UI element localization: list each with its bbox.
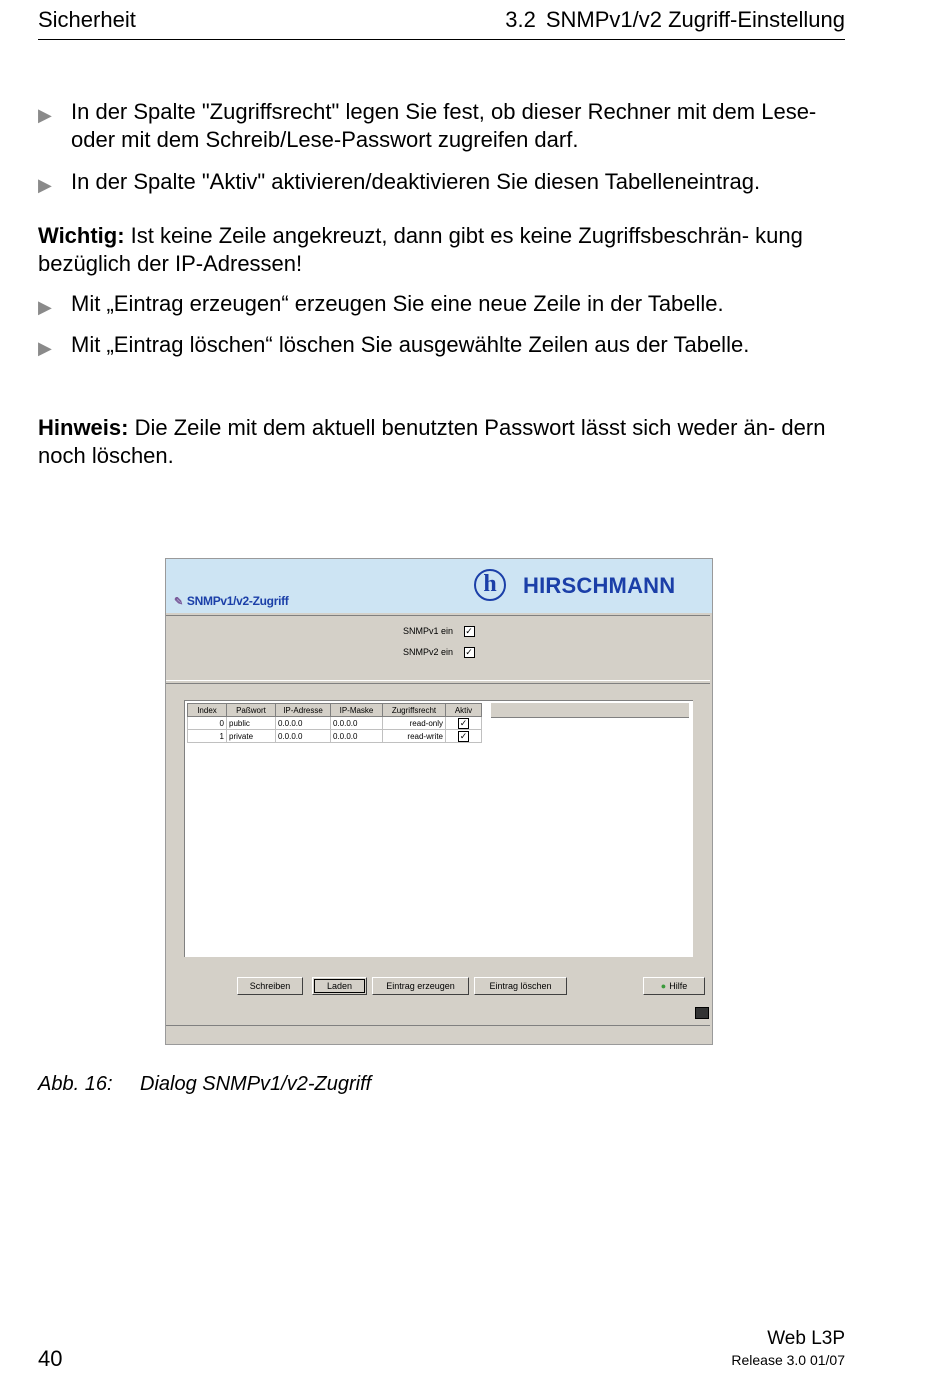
col-index[interactable]: Index [188, 704, 227, 717]
bullet-triangle-icon: ▶ [38, 338, 52, 358]
dialog-app-icon: ✎ [174, 596, 183, 608]
load-button[interactable]: Laden [312, 977, 367, 995]
note-label: Hinweis: [38, 415, 129, 440]
connection-status-icon [695, 1007, 709, 1019]
footer-release: Release 3.0 01/07 [731, 1352, 845, 1368]
figure-title: Dialog SNMPv1/v2-Zugriff [140, 1073, 372, 1095]
page-number: 40 [38, 1346, 63, 1371]
col-active[interactable]: Aktiv [446, 704, 482, 717]
cell-ip[interactable]: 0.0.0.0 [276, 717, 331, 730]
access-table-panel [166, 683, 710, 969]
bullet-triangle-icon: ▶ [38, 175, 52, 195]
important-paragraph [38, 222, 848, 278]
cell-mask[interactable]: 0.0.0.0 [331, 717, 383, 730]
col-ip-address[interactable]: IP-Adresse [276, 704, 331, 717]
delete-entry-button[interactable]: Eintrag löschen [474, 977, 567, 995]
bullet-create-entry [38, 290, 848, 318]
cell-password[interactable]: private [227, 730, 276, 743]
cell-active-checkbox[interactable]: ✓ [446, 730, 482, 743]
note-text: Die Zeile mit dem aktuell benutzten Passwort lässt sich weder än- dern noch löschen. [38, 415, 826, 468]
cell-access[interactable]: read-write [383, 730, 446, 743]
table-row[interactable] [188, 717, 482, 730]
cell-index: 1 [188, 730, 227, 743]
section-number: 3.2 [505, 7, 536, 32]
running-header-section [505, 7, 845, 33]
access-table [187, 703, 482, 743]
cell-mask[interactable]: 0.0.0.0 [331, 730, 383, 743]
important-label: Wichtig: [38, 223, 125, 248]
important-text: Ist keine Zeile angekreuzt, dann gibt es keine Zugriffsbeschrän- kung bezüglich der IP-Adressen! [38, 223, 803, 276]
cell-index: 0 [188, 717, 227, 730]
bullet-text: In der Spalte "Aktiv" aktivieren/deaktivieren Sie diesen Tabelleneintrag. [71, 169, 761, 194]
footer-product: Web L3P [767, 1328, 845, 1349]
bullet-text: In der Spalte "Zugriffsrecht" legen Sie fest, ob dieser Rechner mit dem Lese- oder mit dem Schreib/Lese-Passwort zugreifen darf. [71, 99, 817, 152]
note-paragraph [38, 414, 848, 470]
help-icon: ● [660, 981, 667, 991]
dialog-title: ✎ SNMPv1/v2-Zugriff [174, 594, 289, 608]
snmpv1-checkbox[interactable]: ✓ [465, 626, 473, 637]
col-password[interactable]: Paßwort [227, 704, 276, 717]
figure-number: Abb. 16: [38, 1073, 113, 1095]
snmpv1-row [403, 626, 475, 637]
hirschmann-logo-text: HIRSCHMANN [523, 573, 676, 598]
snmp-access-dialog [165, 558, 713, 1045]
help-button[interactable]: ● Hilfe [643, 977, 705, 995]
running-header-chapter: Sicherheit [38, 7, 136, 32]
bullet-delete-entry [38, 331, 848, 359]
table-header-filler [491, 703, 689, 718]
bullet-access-right [38, 98, 848, 154]
cell-access[interactable]: read-only [383, 717, 446, 730]
snmpv1-label: SNMPv1 ein [403, 626, 454, 636]
bullet-text: Mit „Eintrag löschen“ löschen Sie ausgewählte Zeilen aus der Tabelle. [71, 332, 750, 357]
bullet-triangle-icon: ▶ [38, 105, 52, 125]
write-button[interactable]: Schreiben [237, 977, 303, 995]
table-header-row [188, 704, 482, 717]
create-entry-button[interactable]: Eintrag erzeugen [372, 977, 469, 995]
bullet-text: Mit „Eintrag erzeugen“ erzeugen Sie eine neue Zeile in der Tabelle. [71, 291, 724, 316]
cell-active-checkbox[interactable]: ✓ [446, 717, 482, 730]
table-row[interactable] [188, 730, 482, 743]
section-title: SNMPv1/v2 Zugriff-Einstellung [545, 7, 845, 32]
snmp-version-panel [166, 615, 710, 681]
header-rule [38, 39, 845, 40]
hirschmann-logo-icon: h [474, 569, 506, 601]
col-access-right[interactable]: Zugriffsrecht [383, 704, 446, 717]
access-table-area [184, 700, 693, 957]
cell-ip[interactable]: 0.0.0.0 [276, 730, 331, 743]
col-ip-mask[interactable]: IP-Maske [331, 704, 383, 717]
figure-caption [38, 1073, 371, 1096]
snmpv2-checkbox[interactable]: ✓ [465, 647, 473, 658]
status-bar [166, 1025, 710, 1044]
bullet-triangle-icon: ▶ [38, 297, 52, 317]
cell-password[interactable]: public [227, 717, 276, 730]
snmpv2-row [403, 647, 475, 658]
snmpv2-label: SNMPv2 ein [403, 647, 454, 657]
bullet-active-column [38, 168, 848, 196]
